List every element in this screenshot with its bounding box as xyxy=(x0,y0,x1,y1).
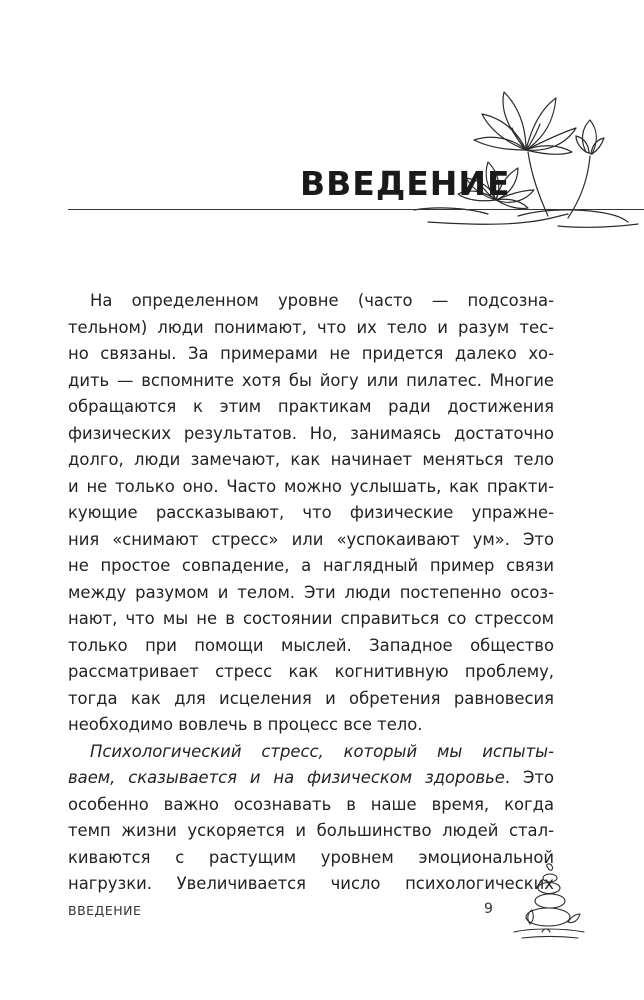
paragraph-1 xyxy=(68,288,554,739)
text-line: рассматривает стресс как когнитивную проблему, xyxy=(68,662,554,681)
text-line: долго, люди замечают, как начинает меняться тело xyxy=(68,450,554,469)
text-line: только при помощи мыслей. Западное общество xyxy=(68,635,554,655)
italic-phrase: ваем, сказывается и на физическом здоровье xyxy=(68,768,505,787)
paragraph-2 xyxy=(68,739,554,898)
text-line: нают, что мы не в состоянии справиться со стрессом xyxy=(68,609,554,628)
text-line: физических результатов. Но, занимаясь достаточно xyxy=(68,423,554,443)
text-line: не простое совпадение, а наглядный пример связи xyxy=(68,556,554,575)
text-line: тогда как для исцеления и обретения равновесия xyxy=(68,688,554,708)
lotus-illustration xyxy=(408,88,644,238)
text-line: между разумом и телом. Эти люди постепенно осоз- xyxy=(68,582,554,602)
text-line: тельном) люди понимают, что их тело и разум тес- xyxy=(68,317,554,337)
text-line: и не только оно. Часто можно услышать, как практи- xyxy=(68,476,554,496)
text-line: киваются с растущим уровнем эмоциональной xyxy=(68,847,554,867)
italic-text-line: Психологический стресс, который мы испыты- xyxy=(90,741,554,761)
running-footer-section: ВВЕДЕНИЕ xyxy=(68,903,142,918)
body-text xyxy=(68,288,554,898)
title-divider xyxy=(68,209,644,210)
text-line: темп жизни ускоряется и большинство людей стал- xyxy=(68,821,554,840)
text-line: дить — вспомните хотя бы йогу или пилатес. Многие xyxy=(68,370,554,390)
chapter-title: ВВЕДЕНИЕ xyxy=(300,164,511,203)
stacked-stones-icon xyxy=(512,862,586,946)
text-line: ния «снимают стресс» или «успокаивают ум». Это xyxy=(68,529,554,549)
text-line: необходимо вовлечь в процесс все тело. xyxy=(68,715,423,734)
text-line: но связаны. За примерами не придется далеко хо- xyxy=(68,344,554,363)
text-line xyxy=(68,765,554,792)
text-line: На определенном уровне (часто — подсозна- xyxy=(90,291,554,310)
text-fragment: . Это xyxy=(504,768,554,787)
text-line: особенно важно осознавать в наше время, когда xyxy=(68,794,554,814)
page-number: 9 xyxy=(484,901,493,917)
text-line: обращаются к этим практикам ради достижения xyxy=(68,397,554,416)
text-line: нагрузки. Увеличивается число психологических xyxy=(68,874,554,893)
text-line: кующие рассказывают, что физические упражне- xyxy=(68,503,554,522)
